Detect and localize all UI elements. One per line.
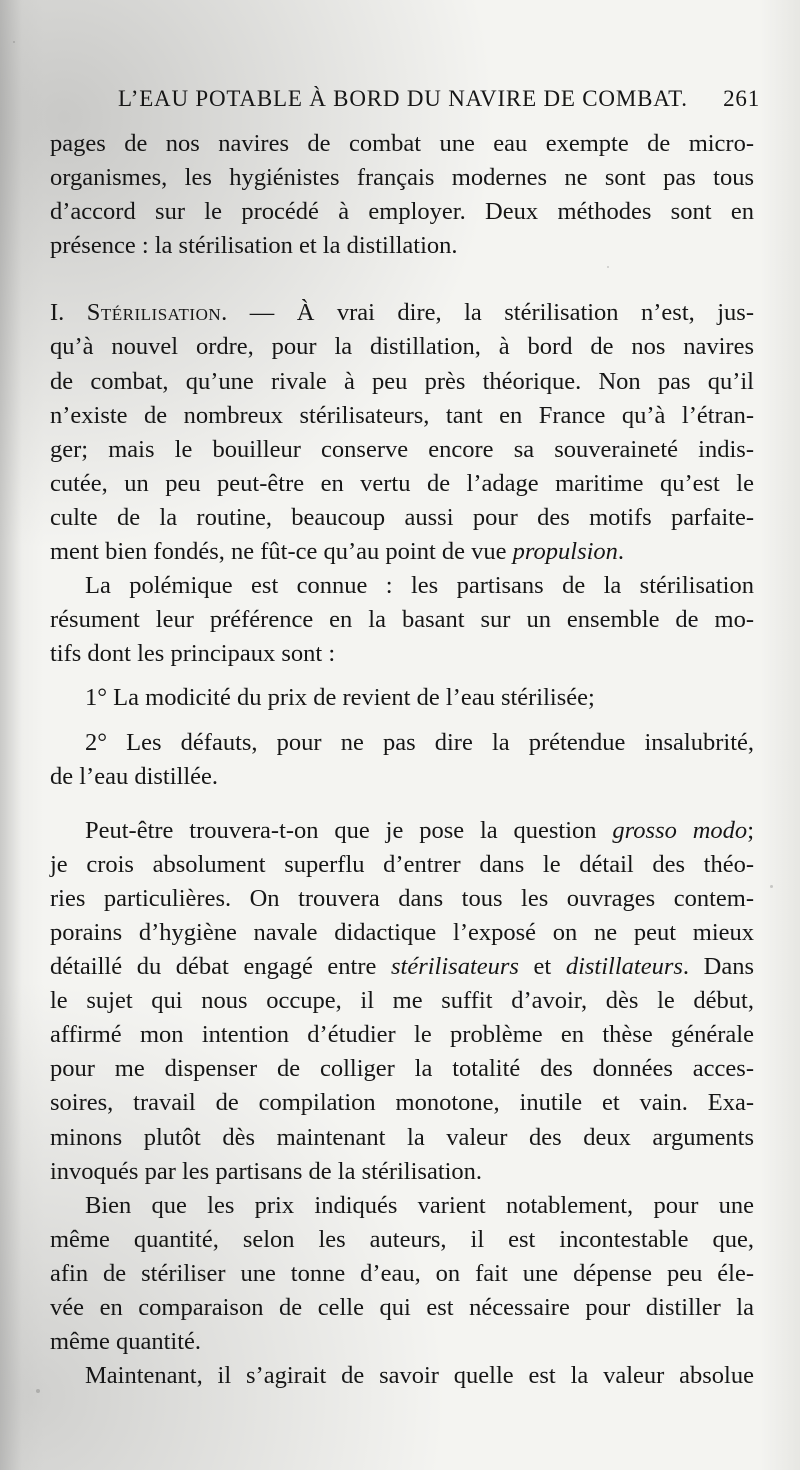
italic-term: propulsion — [512, 538, 618, 566]
text-line: ries particulières. On trouvera dans tous les ouvrages contem- — [50, 884, 754, 912]
paragraph-spacing — [50, 794, 754, 814]
text-fragment: et — [518, 953, 566, 981]
text-line: minons plutôt dès maintenant la valeur des deux arguments — [50, 1123, 754, 1151]
text-fragment: Peut-être trouvera-t-on que je pose la question — [85, 816, 613, 844]
paragraph-spacing — [50, 716, 754, 726]
paragraph-prix — [50, 1189, 754, 1359]
text-line: Maintenant, il s’agirait de savoir quelle est la valeur absolue — [85, 1362, 754, 1390]
list-item-2-continuation: de l’eau distillée. — [50, 762, 219, 790]
text-line: Bien que les prix indiqués varient notablement, pour une — [85, 1191, 754, 1219]
italic-term: distillateurs — [565, 953, 683, 981]
text-line — [50, 814, 754, 848]
text-line: porains d’hygiène navale didactique l’exposé on ne peut mieux — [50, 918, 754, 946]
text-line: tifs dont les principaux sont : — [50, 640, 336, 668]
text-line: je crois absolument superflu d’entrer dans le détail des théo- — [50, 850, 754, 878]
paragraph-intro — [50, 127, 754, 263]
running-header — [118, 86, 760, 114]
text-line: présence : la stérilisation et la distillation. — [50, 232, 458, 260]
text-fragment: ment bien fondés, ne fût-ce qu’au point de vue — [50, 538, 513, 566]
text-line: affirmé mon intention d’étudier le problème en thèse générale — [50, 1021, 754, 1049]
text-line: soires, travail de compilation monotone, inutile et vain. Exa- — [50, 1089, 754, 1117]
list-item-2: 2° Les défauts, pour ne pas dire la prétendue insalubrité, — [85, 728, 754, 756]
text-line: n’existe de nombreux stérilisateurs, tant en France qu’à l’étran- — [50, 401, 754, 429]
numbered-list — [50, 681, 754, 793]
text-line: cutée, un peu peut-être en vertu de l’adage maritime qu’est le — [50, 469, 754, 497]
section-number: I. — [50, 299, 87, 327]
section-heading-line — [50, 296, 754, 330]
italic-term: stérilisateurs — [390, 953, 519, 981]
text-fragment: . — [617, 538, 625, 566]
text-line: qu’à nouvel ordre, pour la distillation, à bord de nos navires — [50, 333, 754, 361]
paragraph-question — [50, 814, 754, 1189]
text-line: d’accord sur le procédé à employer. Deux méthodes sont en — [50, 198, 754, 226]
paper-speckle — [36, 1389, 40, 1393]
paper-speckle — [13, 41, 15, 43]
paper-speckle — [770, 885, 773, 888]
text-line: de combat, qu’une rivale à peu près théorique. Non pas qu’il — [50, 367, 754, 395]
text-line: vée en comparaison de celle qui est nécessaire pour distiller la — [50, 1294, 754, 1321]
section-spacing — [50, 263, 754, 296]
text-fragment: détaillé du débat engagé entre — [50, 953, 391, 981]
page-body-text — [50, 127, 754, 1393]
section-heading: Stérilisation — [86, 299, 222, 327]
text-line: résument leur préférence en la basant sur un ensemble de mo- — [50, 606, 754, 634]
page-number: 261 — [723, 86, 760, 111]
italic-term: grosso modo — [612, 816, 748, 844]
list-item-1: 1° La modicité du prix de revient de l’eau stérilisée; — [85, 684, 595, 712]
text-fragment: . Dans — [682, 953, 754, 981]
paragraph-polemique — [50, 569, 754, 671]
text-line: organismes, les hygiénistes français modernes ne sont pas tous — [50, 164, 754, 192]
text-line: même quantité. — [50, 1328, 202, 1356]
text-line: afin de stériliser une tonne d’eau, on fait une dépense peu éle- — [50, 1259, 754, 1287]
text-line — [50, 950, 754, 984]
text-line: le sujet qui nous occupe, il me suffit d’avoir, dès le début, — [50, 987, 754, 1015]
text-line — [50, 535, 754, 569]
text-line: La polémique est connue : les partisans de la stérilisation — [85, 572, 754, 600]
text-line: même quantité, selon les auteurs, il est incontestable que, — [50, 1225, 754, 1253]
paragraph-sterilisation — [50, 296, 754, 569]
paragraph-spacing — [50, 671, 754, 681]
text-line: pages de nos navires de combat une eau exempte de micro- — [50, 130, 754, 157]
paragraph-maintenant — [50, 1359, 754, 1393]
text-line: culte de la routine, beaucoup aussi pour des motifs parfaite- — [50, 503, 754, 531]
running-head-title: L’EAU POTABLE À BORD DU NAVIRE DE COMBAT. — [118, 86, 688, 111]
text-fragment: ; — [747, 816, 754, 844]
text-fragment: . — À vrai dire, la stérilisation n’est, jus- — [221, 299, 754, 327]
text-line: pour me dispenser de colliger la totalité des données acces- — [50, 1055, 754, 1083]
text-line: ger; mais le bouilleur conserve encore sa souveraineté indis- — [50, 435, 754, 463]
text-line: invoqués par les partisans de la stérilisation. — [50, 1157, 483, 1185]
